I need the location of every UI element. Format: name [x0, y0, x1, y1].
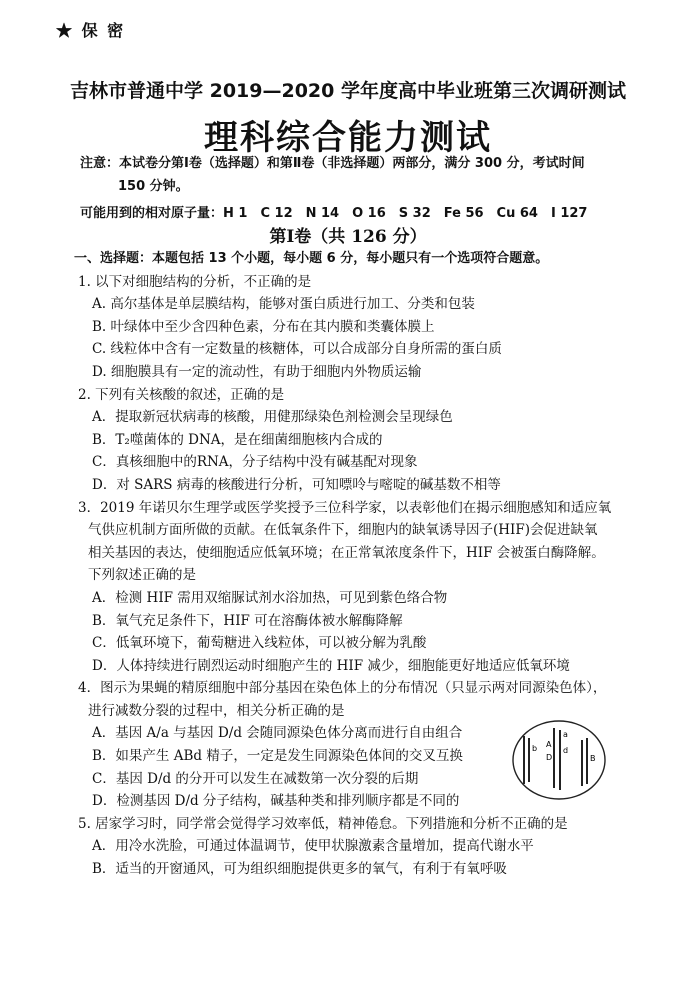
- question-3-stem-1: 3．2019 年诺贝尔生理学或医学奖授予三位科学家，以表彰他们在揭示细胞感知和适应氧: [78, 499, 612, 516]
- gene-label-D: D: [546, 753, 553, 762]
- question-2-option-a: A．提取新冠状病毒的核酸，用健那绿染色剂检测会呈现绿色: [92, 409, 453, 426]
- notice: [80, 152, 640, 198]
- gene-label-A: A: [546, 740, 552, 749]
- question-1-option-c: C. 线粒体中含有一定数量的核糖体，可以合成部分自身所需的蛋白质: [92, 341, 502, 358]
- question-4-stem-2: 进行减数分裂的过程中，相关分析正确的是: [88, 702, 345, 719]
- question-4-stem-1: 4．图示为果蝇的精原细胞中部分基因在染色体上的分布情况（只显示两对同源染色体），: [78, 680, 607, 697]
- exam-title: 吉林市普通中学 2019—2020 学年度高中毕业班第三次调研测试: [70, 80, 626, 102]
- question-3-option-a: A．检测 HIF 需用双缩脲试剂水浴加热，可见到紫色络合物: [92, 589, 448, 606]
- notice-line-2: 150 分钟。: [118, 179, 189, 194]
- question-2-stem: 2. 下列有关核酸的叙述，正确的是: [78, 386, 285, 403]
- gene-label-B: B: [590, 754, 596, 763]
- notice-line-1: 注意：本试卷分第Ⅰ卷（选择题）和第Ⅱ卷（非选择题）两部分，满分 300 分，考试时间: [80, 156, 585, 171]
- question-3-stem-4: 下列叙述正确的是: [88, 567, 196, 584]
- question-3-stem-2: 气供应机制方面所做的贡献。在低氧条件下，细胞内的缺氧诱导因子(HIF)会促进缺氧: [88, 522, 598, 539]
- section-title: 第Ⅰ卷（共 126 分）: [269, 227, 427, 247]
- question-3-option-b: B．氧气充足条件下，HIF 可在溶酶体被水解酶降解: [92, 612, 403, 629]
- question-1-option-b: B. 叶绿体中至少含四种色素，分布在其内膜和类囊体膜上: [92, 318, 435, 335]
- question-1-option-a: A. 高尔基体是单层膜结构，能够对蛋白质进行加工、分类和包装: [92, 296, 475, 313]
- chromosome-figure: [510, 718, 608, 802]
- question-4-option-c: C．基因 D/d 的分开可以发生在减数第一次分裂的后期: [92, 770, 419, 787]
- gene-label-d: d: [563, 746, 569, 755]
- question-4-option-b: B．如果产生 ABd 精子，一定是发生同源染色体间的交叉互换: [92, 748, 463, 765]
- main-title: 理科综合能力测试: [204, 118, 492, 158]
- question-1-option-d: D. 细胞膜具有一定的流动性，有助于细胞内外物质运输: [92, 363, 422, 380]
- question-3-stem-3: 相关基因的表达，使细胞适应低氧环境；在正常氧浓度条件下，HIF 会被蛋白酶降解。: [88, 544, 605, 561]
- question-1-stem: 1. 以下对细胞结构的分析，不正确的是: [78, 273, 312, 290]
- question-4-option-d: D．检测基因 D/d 分子结构，碱基种类和排列顺序都是不同的: [92, 793, 460, 810]
- question-2-option-d: D．对 SARS 病毒的核酸进行分析，可知嘌呤与嘧啶的碱基数不相等: [92, 476, 501, 493]
- question-3-option-d: D．人体持续进行剧烈运动时细胞产生的 HIF 减少，细胞能更好地适应低氧环境: [92, 657, 570, 674]
- question-5-option-a: A．用冷水洗脸，可通过体温调节，使甲状腺激素含量增加，提高代谢水平: [92, 838, 534, 855]
- question-2-option-b: B．T₂噬菌体的 DNA，是在细菌细胞核内合成的: [92, 431, 383, 448]
- question-4-option-a: A．基因 A/a 与基因 D/d 会随同源染色体分离而进行自由组合: [92, 725, 463, 742]
- gene-label-a: a: [563, 730, 568, 739]
- question-5-stem: 5. 居家学习时，同学常会觉得学习效率低，精神倦怠。下列措施和分析不正确的是: [78, 815, 568, 832]
- question-2-option-c: C．真核细胞中的RNA，分子结构中没有碱基配对现象: [92, 454, 418, 471]
- section-instruction: 一、选择题：本题包括 13 个小题，每小题 6 分，每小题只有一个选项符合题意。: [74, 251, 549, 266]
- atomic-masses: 可能用到的相对原子量：H 1 C 12 N 14 O 16 S 32 Fe 56 Cu 64 I 127: [80, 206, 588, 221]
- question-3-option-c: C．低氧环境下，葡萄糖进入线粒体，可以被分解为乳酸: [92, 635, 427, 652]
- secret-mark: ★ 保 密: [56, 21, 126, 40]
- gene-label-b: b: [532, 744, 538, 753]
- question-5-option-b: B．适当的开窗通风，可为组织细胞提供更多的氧气，有利于有氧呼吸: [92, 861, 507, 878]
